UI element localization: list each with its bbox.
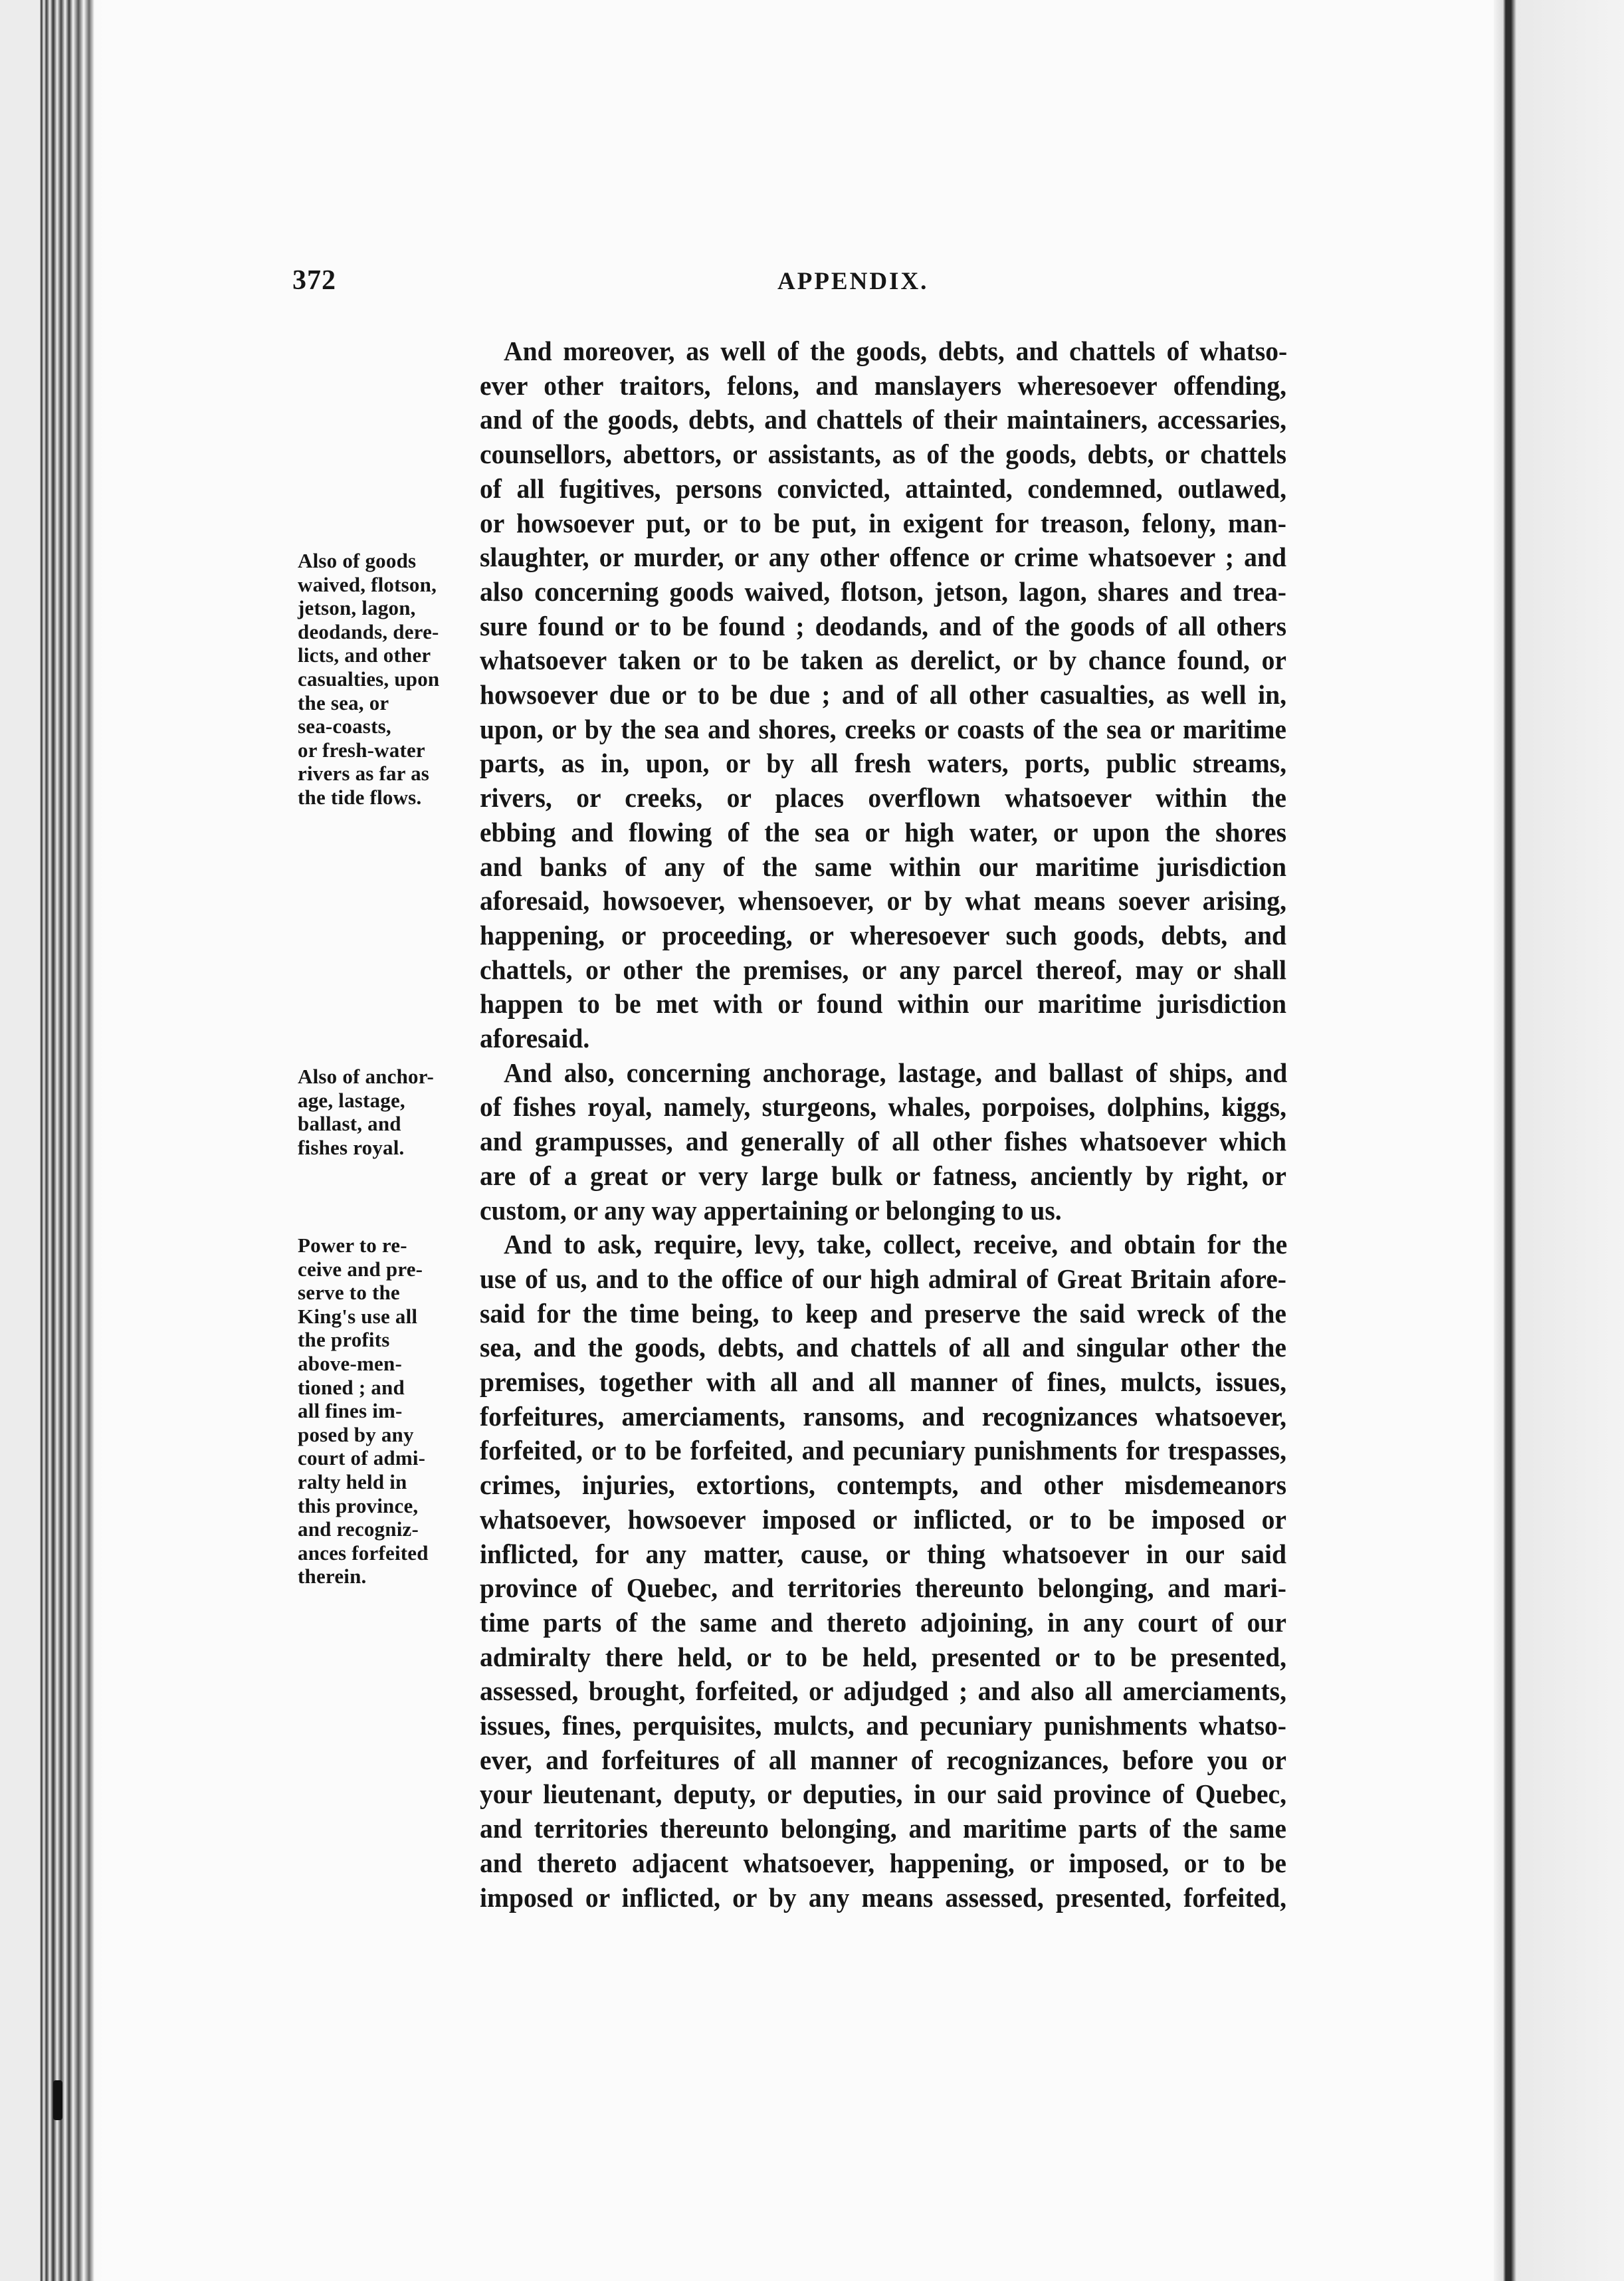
margin-note-line: waived, flotson, <box>298 572 437 596</box>
margin-note-line: therein. <box>298 1565 367 1588</box>
margin-note-line: ballast, and <box>298 1112 401 1136</box>
margin-note-line: the sea, or <box>298 691 389 714</box>
body-line: whatsoever taken or to be taken as derelict, or by chance found, or <box>480 645 1286 676</box>
body-line: of fishes royal, namely, sturgeons, whales, porpoises, dolphins, kiggs, <box>480 1091 1286 1123</box>
body-line: sure found or to be found ; deodands, and of the goods of all others <box>480 610 1286 641</box>
body-line: inflicted, for any matter, cause, or thing whatsoever in our said <box>480 1538 1286 1569</box>
facing-page-edge <box>1494 0 1624 2281</box>
margin-note-line: jetson, lagon, <box>298 596 416 620</box>
body-line: and banks of any of the same within our maritime jurisdiction <box>480 851 1286 882</box>
body-line: counsellors, abettors, or assistants, as of the goods, debts, or chattels <box>480 439 1286 470</box>
body-line: of all fugitives, persons convicted, attainted, condemned, outlawed, <box>480 473 1286 504</box>
margin-note-line: ralty held in <box>298 1470 407 1493</box>
margin-note-line: this province, <box>298 1493 419 1517</box>
margin-note-line: tioned ; and <box>298 1375 405 1399</box>
margin-note-line: Also of anchor- <box>298 1065 435 1088</box>
margin-note-line: all fines im- <box>298 1399 403 1423</box>
body-line: ebbing and flowing of the sea or high water, or upon the shores <box>480 816 1286 847</box>
body-line: ever, and forfeitures of all manner of recognizances, before you or <box>480 1744 1286 1775</box>
binding-mark <box>53 2080 62 2120</box>
running-head: APPENDIX. <box>777 268 929 295</box>
body-line: And to ask, require, levy, take, collect, receive, and obtain for the <box>504 1229 1288 1260</box>
body-line: premises, together with all and all manner of fines, mulcts, issues, <box>480 1366 1286 1397</box>
body-line: time parts of the same and thereto adjoining, in any court of our <box>480 1606 1286 1638</box>
body-line: slaughter, or murder, or any other offence or crime whatsoever ; and <box>480 542 1286 573</box>
margin-note-line: licts, and other <box>298 643 431 667</box>
body-line: And also, concerning anchorage, lastage, and ballast of ships, and <box>504 1057 1288 1088</box>
margin-note-line: fishes royal. <box>298 1135 405 1159</box>
body-line: and thereto adjacent whatsoever, happening, or imposed, or to be <box>480 1847 1286 1878</box>
body-line: aforesaid. <box>480 1023 590 1053</box>
body-line: sea, and the goods, debts, and chattels of all and singular other the <box>480 1332 1286 1363</box>
margin-note-line: above-men- <box>298 1352 402 1375</box>
margin-note-line: deodands, dere- <box>298 619 439 643</box>
margin-note-line: Power to re- <box>298 1234 407 1257</box>
body-line: imposed or inflicted, or by any means assessed, presented, forfeited, <box>480 1882 1286 1913</box>
body-line: happening, or proceeding, or wheresoever such goods, debts, and <box>480 919 1286 950</box>
margin-note-line: rivers as far as <box>298 762 430 786</box>
body-line: and grampusses, and generally of all other fishes whatsoever which <box>480 1126 1286 1157</box>
margin-note-line: or fresh-water <box>298 738 425 762</box>
body-line: rivers, or creeks, or places overflown whatsoever within the <box>480 782 1286 814</box>
margin-note-line: serve to the <box>298 1281 400 1305</box>
body-line: are of a great or very large bulk or fatness, anciently by right, or <box>480 1160 1286 1191</box>
body-line: admiralty there held, or to be held, presented or to be presented, <box>480 1641 1286 1672</box>
margin-note-line: the tide flows. <box>298 786 422 809</box>
body-line: chattels, or other the premises, or any parcel thereof, may or shall <box>480 954 1286 985</box>
body-line: custom, or any way appertaining or belonging to us. <box>480 1194 1062 1226</box>
body-line: forfeitures, amerciaments, ransoms, and recognizances whatsoever, <box>480 1400 1286 1432</box>
body-line: issues, fines, perquisites, mulcts, and pecuniary punishments whatso- <box>480 1710 1286 1741</box>
body-line: forfeited, or to be forfeited, and pecuniary punishments for trespasses, <box>480 1435 1286 1466</box>
body-line: or howsoever put, or to be put, in exigent for treason, felony, man- <box>480 507 1286 538</box>
margin-note-line: ances forfeited <box>298 1541 429 1565</box>
body-line: happen to be met with or found within our maritime jurisdiction <box>480 988 1286 1020</box>
body-line: and territories thereunto belonging, and maritime parts of the same <box>480 1813 1286 1844</box>
body-line: And moreover, as well of the goods, debts, and chattels of whatso- <box>504 336 1288 366</box>
page-number: 372 <box>292 265 336 296</box>
body-line: use of us, and to the office of our high admiral of Great Britain afore- <box>480 1263 1286 1294</box>
body-line: aforesaid, howsoever, whensoever, or by what means soever arising, <box>480 885 1286 917</box>
margin-note-line: age, lastage, <box>298 1088 405 1112</box>
margin-note-line: the profits <box>298 1328 390 1352</box>
body-line: upon, or by the sea and shores, creeks or coasts of the sea or maritime <box>480 713 1286 744</box>
body-line: whatsoever, howsoever imposed or inflicted, or to be imposed or <box>480 1503 1286 1535</box>
margin-note-line: casualties, upon <box>298 667 440 691</box>
margin-note-line: ceive and pre- <box>298 1257 423 1281</box>
body-line: assessed, brought, forfeited, or adjudged ; and also all amerciaments, <box>480 1676 1286 1707</box>
margin-note-line: sea-coasts, <box>298 714 391 738</box>
body-line: your lieutenant, deputy, or deputies, in our said province of Quebec, <box>480 1779 1286 1810</box>
book-spine-binding <box>0 0 106 2281</box>
body-line: howsoever due or to be due ; and of all other casualties, as well in, <box>480 679 1286 710</box>
body-line: ever other traitors, felons, and manslayers wheresoever offending, <box>480 370 1286 401</box>
body-line: and of the goods, debts, and chattels of their maintainers, accessaries, <box>480 404 1286 435</box>
margin-note-line: Also of goods <box>298 549 417 572</box>
body-line: province of Quebec, and territories thereunto belonging, and mari- <box>480 1573 1286 1604</box>
margin-note-line: King's use all <box>298 1304 418 1328</box>
body-line: parts, as in, upon, or by all fresh waters, ports, public streams, <box>480 748 1286 779</box>
margin-note-line: court of admi- <box>298 1446 426 1470</box>
body-line: also concerning goods waived, flotson, jetson, lagon, shares and trea- <box>480 576 1286 607</box>
margin-note-line: posed by any <box>298 1422 414 1446</box>
body-line: crimes, injuries, extortions, contempts, and other misdemeanors <box>480 1469 1286 1501</box>
body-line: said for the time being, to keep and preserve the said wreck of the <box>480 1297 1286 1329</box>
margin-note-line: and recogniz- <box>298 1517 419 1541</box>
